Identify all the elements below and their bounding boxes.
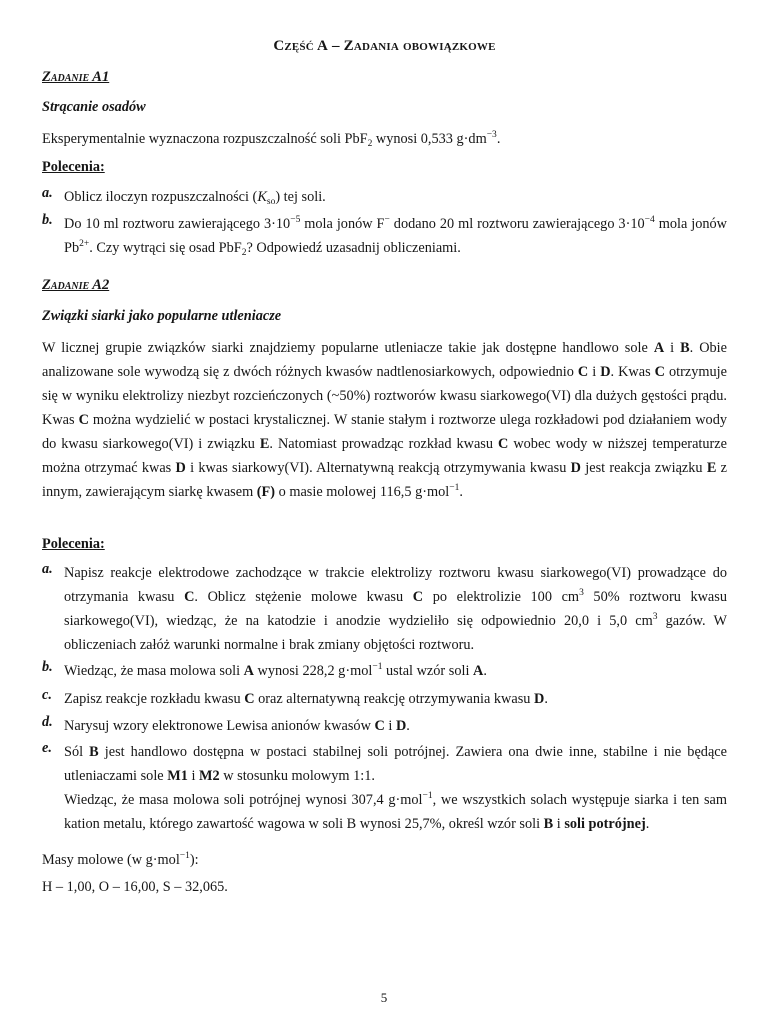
task-a2-item-a: a. Napisz reakcje elektrodowe zachodzące w trakcie elektrolizy roztworu kwasu siarkowego(VI) prowadzące do otrzymania kwasu C. Oblicz stężenie molowe kwasu C po elektrolizie 100 $cm^3$ 50% roztworu kwasu siarkowego(VI), wiedząc, że na katodzie i anodzie wydzieliło się odpowiednio 20,0 i 5,0 $cm^3$ gazów. W obliczeniach załóż warunki normalne i brak zmiany objętości roztworu. [42,561,728,653]
task-a2-commands-heading: Polecenia: [42,536,105,552]
task-a1-item-b: b. Do 10 ml roztworu zawierającego $3\cdot 10^{-5}$ mola jonów F− dodano 20 ml roztworu zawierającego $3\cdot 10^{-4}$ mola jonów $Pb^{2+}$. Czy wytrąci się osad PbF$_2$? Odpowiedź uzasadnij obliczeniami. [42,212,727,258]
task-a1-intro: Eksperymentalnie wyznaczona rozpuszczalność soli PbF$_2$ wynosi 0,533 $g\cdot dm^{-3}$. [42,130,501,149]
task-a1-subtitle: Strącanie osadów [42,99,146,115]
molar-masses-values: H – 1,00, O – 16,00, S – 32,065. [42,879,228,895]
page-title: Część A – Zadania obowiązkowe [273,38,496,54]
task-a1-commands-heading: Polecenia: [42,159,105,175]
molar-masses-label: Masy molowe (w g·mol$^{-1}$): [42,851,199,868]
task-a1-heading: Zadanie A1 [42,69,110,85]
task-a1-item-a: a. Oblicz iloczyn rozpuszczalności $(K_{so})$ tej soli. [42,185,326,207]
task-a2-subtitle: Związki siarki jako popularne utleniacze [42,308,282,324]
task-a2-item-e: e. Sól B jest handlowo dostępna w postaci stabilnej soli potrójnej. Zawiera ona dwie inne, stabilne i nie będące utleniaczami sole M1 i M2 w stosunku molowym 1:1. Wiedząc, że masa molowa soli potrójnej wynosi 307,4 g·mol$^{-1}$, we wszystkich solach występuje siarka i ten sam kation metalu, którego zawartość wagowa w soli B wynosi 25,7%, określ wzór soli B i soli potrójnej. [42,740,727,832]
task-a2-item-b: b. Wiedząc, że masa molowa soli A wynosi 228,2 g·mol$^{-1}$ ustal wzór soli A. [42,659,487,679]
task-a2-item-d: d. Narysuj wzory elektronowe Lewisa anionów kwasów C i D. [42,714,410,734]
task-a2-heading: Zadanie A2 [42,277,110,293]
page-number: 5 [380,990,388,1005]
task-a2-item-c: c. Zapisz reakcje rozkładu kwasu C oraz alternatywną reakcję otrzymywania kwasu D. [42,687,548,707]
task-a2-description: W licznej grupie związków siarki znajdziemy popularne utleniacze takie jak dostępne handlowo sole A i B. Obie analizowane sole wywodzą się z dwóch różnych kwasów nadtlenosiarkowych, odpowiednio C i D. Kwas C otrzymuje się w wyniku elektrolizy niezbyt rozcieńczonych (~50%) roztworów kwasu siarkowego(VI) dla dużych gęstości prądu. Kwas C można wydzielić w postaci krystalicznej. W stanie stałym i roztworze ulega rozkładowi pod działaniem wody do kwasu siarkowego(VI) i związku E. Natomiast prowadząc rozkład kwasu C wobec wody w niższej temperaturze można otrzymać kwas D i kwas siarkowy(VI). Alternatywną reakcją otrzymywania kwasu D jest reakcja związku E z innym, zawierającym siarkę kwasem (F) o masie molowej 116,5 g·mol$^{-1}$. [42,340,728,500]
